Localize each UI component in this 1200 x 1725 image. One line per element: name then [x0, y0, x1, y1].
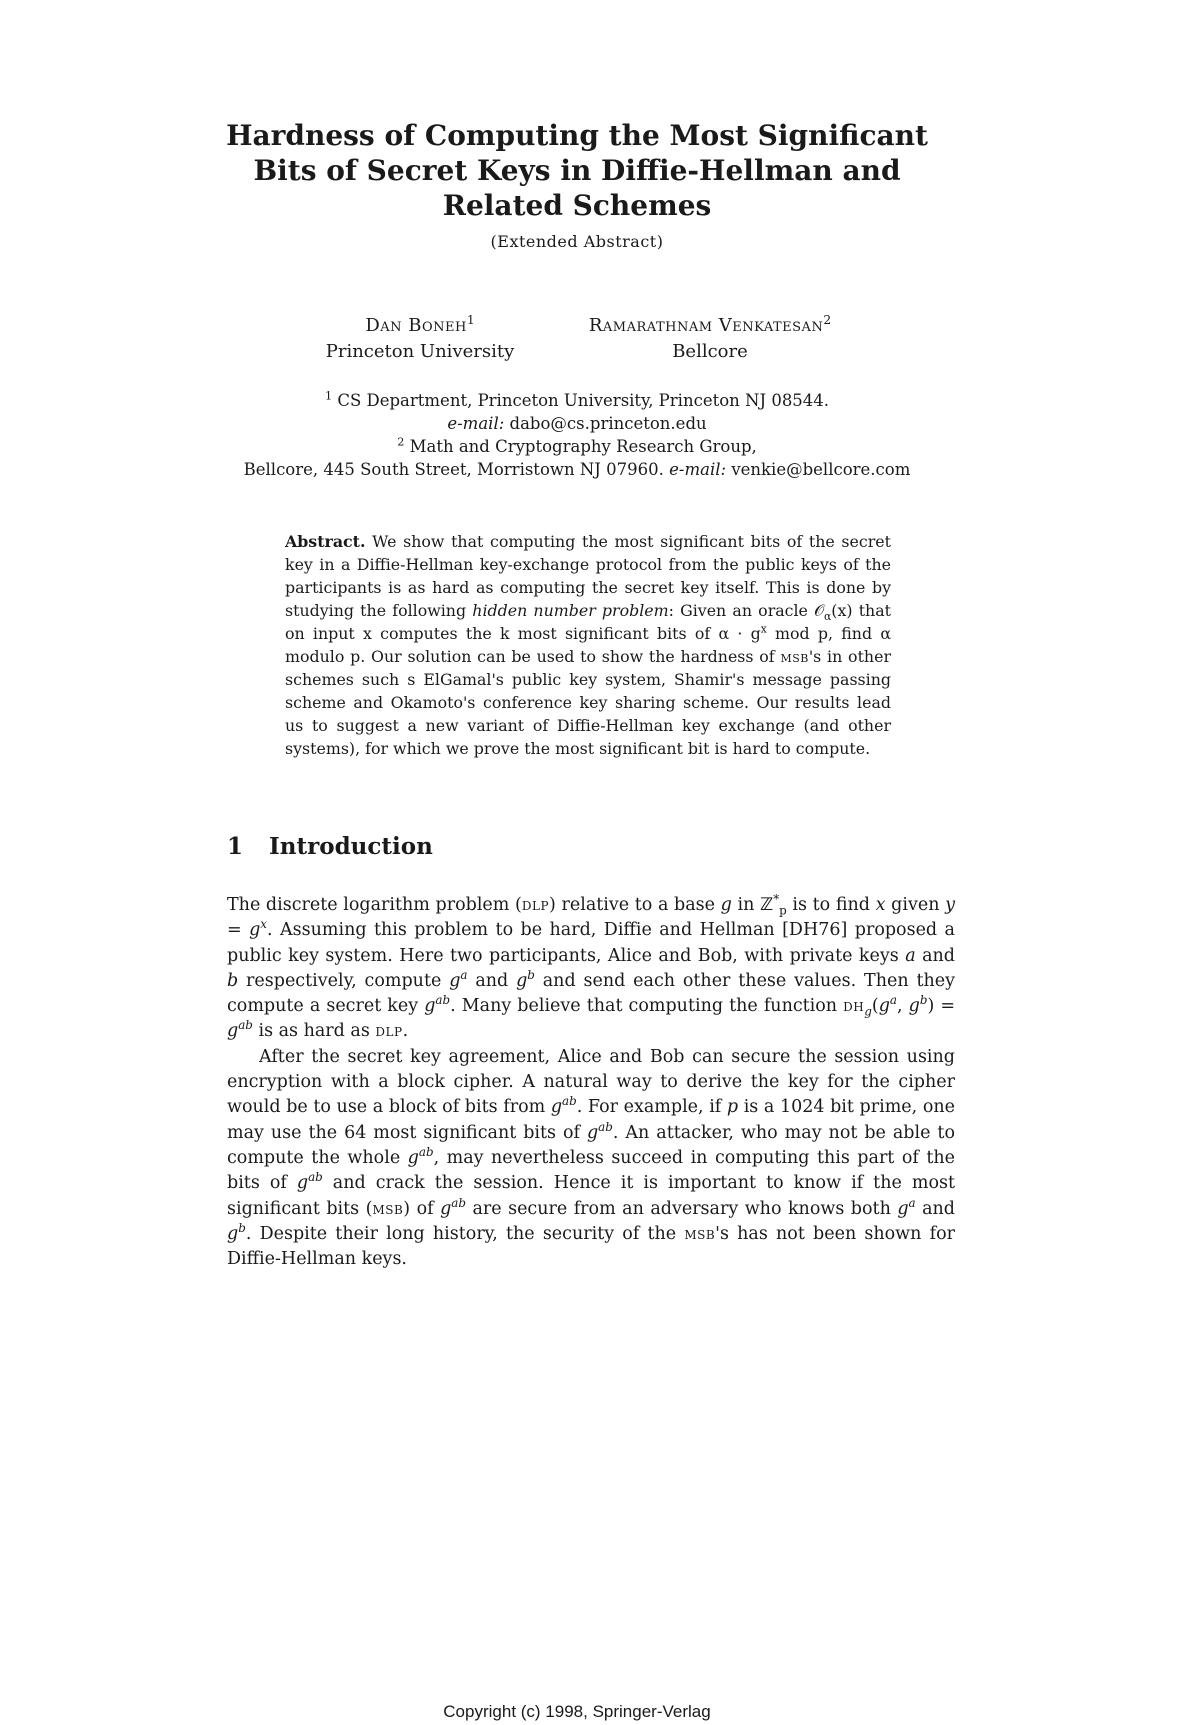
- author-name: Ramarathnam Venkatesan: [588, 315, 824, 336]
- abstract-emphasis: hidden number problem: [472, 601, 669, 620]
- text-run: (: [871, 996, 879, 1017]
- math-var: g: [296, 1173, 309, 1194]
- intro-paragraph-2: [227, 1045, 955, 1273]
- author-block-2: [560, 313, 860, 365]
- abstract-text: : Given an oracle 𝒪: [668, 601, 825, 620]
- email-label: e-mail:: [447, 414, 505, 433]
- math-sup: x: [260, 917, 268, 932]
- text-run: .: [402, 1021, 409, 1042]
- text-run: . Despite their long history, the security of the: [245, 1223, 685, 1244]
- text-run: are secure from an adversary who knows both: [465, 1198, 898, 1219]
- text-run: msb: [372, 1198, 404, 1219]
- author-footnote-mark: 1: [466, 313, 475, 327]
- footnote-mark: 2: [397, 435, 405, 449]
- text-run: After the secret key agreement, Alice and Bob can secure the session using encryption with a block cipher. A natural way to derive the key for the cipher would be to use a block of bits from: [227, 1046, 955, 1118]
- text-run: ) relative to a base: [549, 895, 721, 915]
- email-2: venkie@bellcore.com: [731, 460, 911, 479]
- abstract-text: We show that computing the most significant bits of the secret key in a Diffie-Hellman key-exchange protocol from the public keys of the participants is as hard as computing the secret key itself. This is done by studying the following: [285, 532, 891, 620]
- math-var: g: [720, 895, 732, 915]
- text-run: given: [885, 895, 946, 915]
- text-run: . Many believe that computing the function: [450, 996, 844, 1017]
- footnote-mark: 1: [324, 389, 333, 403]
- text-run: and: [915, 945, 955, 966]
- math-sup: ab: [451, 1195, 466, 1210]
- affiliation-2: Math and Cryptography Research Group,: [409, 437, 757, 456]
- text-run: and: [915, 1198, 956, 1219]
- math-var: g: [878, 996, 890, 1017]
- math-var: x: [875, 895, 886, 915]
- math-sup: a: [908, 1195, 916, 1210]
- text-run: ) of: [403, 1198, 441, 1219]
- math-var: g: [227, 1223, 239, 1244]
- section-number: 1: [227, 833, 244, 860]
- text-run: ) =: [927, 996, 955, 1017]
- math-sup: b: [238, 1221, 246, 1236]
- email-label: e-mail:: [669, 460, 727, 479]
- author-institution: Princeton University: [325, 341, 515, 362]
- math-sup: *: [773, 892, 780, 907]
- math-var: g: [586, 1122, 599, 1143]
- abstract-text: 's in other schemes such s ElGamal's public key system, Shamir's message passing scheme and Okamoto's conference key sharing scheme. Our results lead us to suggest a new variant of Diffie-Hellman key exchange (and other systems), for which we prove the most significant bit is hard to compute.: [285, 647, 891, 758]
- math-var: g: [908, 996, 920, 1017]
- math-sup: ab: [435, 993, 451, 1008]
- text-run: The discrete logarithm problem (: [227, 895, 522, 915]
- email-1: dabo@cs.princeton.edu: [509, 414, 707, 433]
- text-run: =: [227, 920, 250, 941]
- affiliation-2-address: Bellcore, 445 South Street, Morristown NJ 07960.: [243, 460, 664, 479]
- text-run: . An attacker, who may not be able to compute the whole: [227, 1122, 955, 1168]
- math-sup: b: [919, 993, 928, 1008]
- affiliation-1: CS Department, Princeton University, Princeton NJ 08544.: [337, 391, 830, 410]
- text-run: . Assuming this problem to be hard, Diffie and Hellman [DH76] proposed a public key system. Here two participants, Alice and Bob, with private keys: [227, 920, 955, 966]
- paper-title: [0, 118, 1154, 223]
- math-var: g: [424, 996, 436, 1017]
- math-var: b: [227, 970, 239, 991]
- abstract-label: Abstract.: [285, 532, 366, 551]
- paper-subtitle: (Extended Abstract): [490, 232, 664, 251]
- math-symbol: ℤ: [760, 895, 774, 915]
- copyright-notice: Copyright (c) 1998, Springer-Verlag: [443, 1702, 711, 1721]
- math-var: y: [945, 895, 955, 915]
- math-sub: p: [779, 903, 787, 918]
- math-sup: ab: [418, 1145, 434, 1160]
- section-heading: [227, 833, 433, 860]
- affiliations: [0, 389, 1154, 481]
- math-var: g: [407, 1147, 419, 1168]
- math-var: g: [449, 970, 461, 991]
- title-line-1: Hardness of Computing the Most Significant: [226, 119, 928, 152]
- math-var: g: [897, 1198, 909, 1219]
- math-sup: b: [527, 968, 535, 983]
- text-run: . For example, if: [576, 1097, 727, 1118]
- abstract-superscript: x: [760, 622, 767, 636]
- intro-body: [227, 893, 955, 1272]
- math-var: g: [249, 920, 261, 941]
- author-institution: Bellcore: [672, 341, 748, 362]
- text-run: 's has not been shown for Diffie-Hellman keys.: [227, 1223, 955, 1270]
- math-sup: ab: [238, 1018, 253, 1033]
- math-sup: a: [889, 993, 897, 1008]
- math-var: g: [227, 1021, 239, 1042]
- author-footnote-mark: 2: [823, 313, 832, 327]
- math-var: p: [726, 1097, 739, 1118]
- math-sup: ab: [562, 1094, 577, 1109]
- abstract-subscript: α: [824, 610, 832, 624]
- math-sub: g: [864, 1004, 872, 1019]
- title-line-3: Related Schemes: [442, 189, 712, 222]
- abstract-text: (x) that on input x computes the k most significant bits of α · g: [285, 601, 891, 643]
- author-name: Dan Boneh: [365, 315, 467, 336]
- abstract: [285, 530, 891, 760]
- text-run: is a 1024 bit prime, one may use the 64 most significant bits of: [227, 1097, 955, 1143]
- text-run: is as hard as: [252, 1021, 376, 1042]
- math-sup: a: [460, 968, 468, 983]
- text-run: is to find: [786, 895, 876, 915]
- math-sup: ab: [308, 1170, 323, 1185]
- text-run: in: [731, 895, 761, 915]
- text-run: , may nevertheless succeed in computing this part of the bits of: [227, 1147, 955, 1194]
- text-run: ,: [896, 996, 909, 1017]
- math-var: g: [516, 970, 528, 991]
- math-var: a: [905, 945, 916, 966]
- text-run: msb: [684, 1223, 716, 1244]
- math-sup: ab: [598, 1119, 613, 1134]
- text-run: and crack the session. Hence it is important to know if the most significant bits (: [227, 1173, 956, 1219]
- intro-paragraph-1: [227, 893, 955, 1045]
- math-var: g: [550, 1097, 563, 1118]
- title-line-2: Bits of Secret Keys in Diffie-Hellman and: [253, 154, 901, 187]
- text-run: dlp: [521, 895, 550, 915]
- section-title: Introduction: [269, 833, 433, 860]
- math-func: dh: [843, 996, 865, 1017]
- author-block-1: [290, 313, 550, 365]
- math-var: g: [440, 1198, 452, 1219]
- text-run: and: [467, 970, 517, 991]
- text-run: dlp: [375, 1021, 403, 1042]
- abstract-smallcaps: msb: [780, 647, 809, 666]
- text-run: and send each other these values. Then they compute a secret key: [227, 970, 955, 1017]
- text-run: respectively, compute: [238, 970, 450, 991]
- abstract-text: mod p, find α modulo p. Our solution can be used to show the hardness of: [285, 624, 891, 666]
